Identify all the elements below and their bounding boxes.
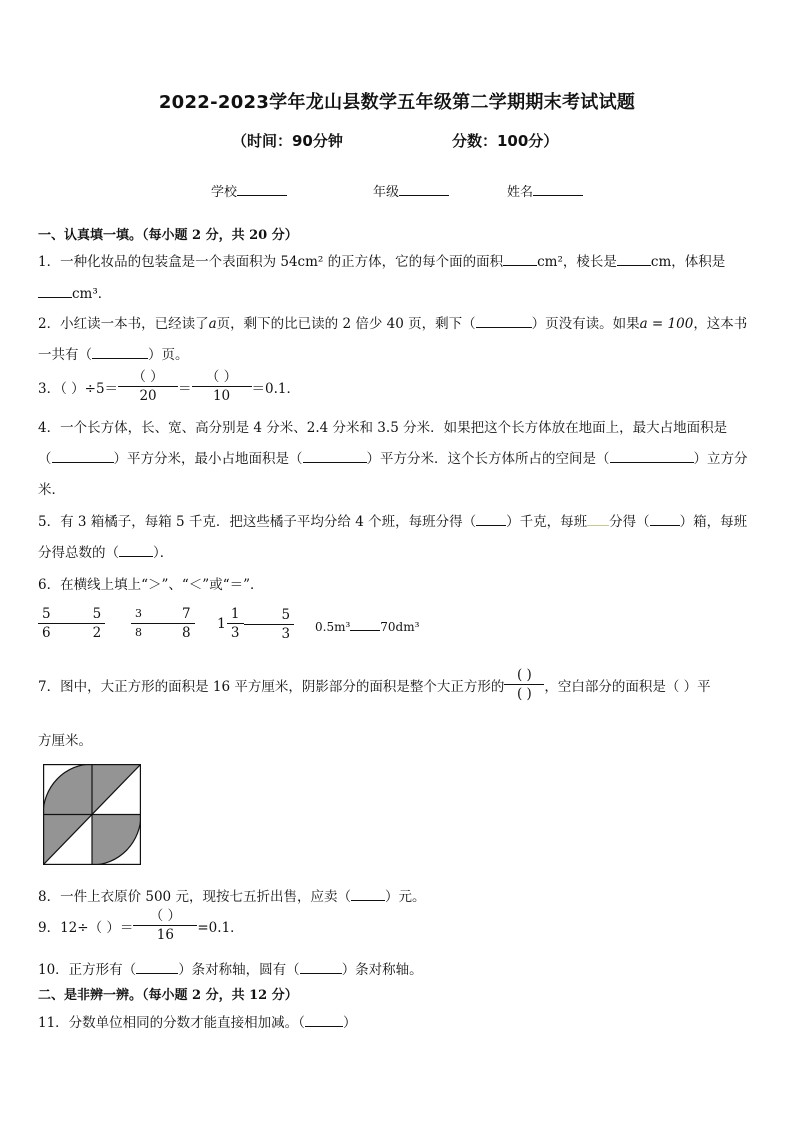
fraction: $\frac{5}{3}$ [278, 606, 295, 643]
comparison-row [38, 605, 478, 647]
compare-blank[interactable] [350, 618, 380, 631]
school-field[interactable] [211, 181, 287, 200]
question-10: 10．正方形有（ ）条对称轴，圆有（ ）条对称轴。 [38, 962, 423, 978]
fraction-numerator[interactable]: （ ） [192, 368, 252, 387]
answer-blank[interactable] [92, 346, 148, 359]
answer-blank[interactable] [351, 888, 385, 901]
time-label: （时间：90分钟 [232, 132, 343, 150]
answer-blank[interactable] [650, 513, 680, 526]
answer-blank[interactable] [303, 450, 367, 463]
grade-field[interactable] [373, 181, 449, 200]
question-1-cont: cm³． [38, 282, 111, 302]
school-label: 学校 [211, 185, 238, 200]
comparison-1 [38, 605, 105, 642]
square-diagram [43, 764, 141, 865]
name-label: 姓名 [507, 185, 534, 200]
answer-blank[interactable] [476, 513, 506, 526]
grade-label: 年级 [373, 185, 400, 200]
fraction: $\frac{( )}{16}$ [133, 907, 197, 944]
question-4: 4．一个长方体，长、宽、高分别是 4 分米、2.4 分米和 3.5 分米．如果把这个长方体放在地面上，最大占地面积是 [38, 420, 728, 436]
school-blank[interactable] [237, 183, 287, 196]
fraction [118, 368, 178, 405]
question-2-cont: 一共有（ ）页。 [38, 347, 189, 363]
comparison-2 [131, 605, 195, 642]
name-blank[interactable] [533, 183, 583, 196]
answer-blank[interactable] [617, 253, 651, 266]
answer-blank[interactable] [476, 315, 532, 328]
compare-blank[interactable] [55, 623, 89, 624]
fraction-denominator: 10 [212, 388, 231, 404]
answer-blank[interactable] [52, 450, 114, 463]
fraction-numerator[interactable]: （ ） [118, 368, 178, 387]
name-field[interactable] [507, 181, 583, 200]
fraction: $\frac{3}{8}$ [131, 605, 146, 642]
question-11: 11．分数单位相同的分数才能直接相加减。（ ） [38, 1015, 357, 1031]
diagram-lines [43, 764, 141, 865]
answer-blank[interactable] [300, 961, 342, 974]
fraction: $\frac{( )}{( )}$ [504, 666, 544, 703]
section-heading-1: 一、认真填一填。（每小题 2 分，共 20 分） [38, 228, 298, 243]
mixed-number: 1 $\frac{1}{3}$ [217, 605, 244, 642]
question-7: 7．图中，大正方形的面积是 16 平方厘米，阴影部分的面积是整个大正方形的 $\frac{( )}{( )}$ ，空白部分的面积是（ ）平 [38, 667, 711, 702]
section-heading-2: 二、是非辨一辨。（每小题 2 分，共 12 分） [38, 988, 298, 1003]
answer-blank[interactable] [503, 253, 537, 266]
answer-blank[interactable] [305, 1014, 343, 1027]
answer-blank[interactable] [136, 961, 178, 974]
question-4-cont2: 米． [38, 482, 65, 498]
question-7-cont: 方厘米。 [38, 733, 92, 749]
answer-blank[interactable] [38, 285, 72, 298]
exam-title: 2022-2023学年龙山县数学五年级第二学期期末考试试题 [158, 92, 636, 113]
fraction [192, 368, 252, 405]
answer-blank[interactable] [119, 544, 153, 557]
question-5-cont: 分得总数的（ ）． [38, 545, 174, 561]
question-2: 2．小红读一本书，已经读了a页，剩下的比已读的 2 倍少 40 页，剩下（ ）页没有读。如果a = 100，这本书 [38, 316, 748, 332]
answer-blank[interactable] [587, 513, 609, 526]
fraction: $\frac{7}{8}$ [178, 605, 195, 642]
compare-blank[interactable] [146, 623, 178, 624]
question-5: 5．有 3 箱橘子，每箱 5 千克．把这些橘子平均分给 4 个班，每班分得（ ）千克，每班 分得（ ）箱，每班 [38, 514, 748, 530]
question-9: 9．12÷（ ）＝ $\frac{( )}{16}$ =0.1． [38, 908, 244, 943]
fraction-denominator: 20 [139, 388, 157, 404]
fraction: $\frac{5}{2}$ [89, 605, 106, 642]
grade-blank[interactable] [399, 183, 449, 196]
question-4-cont: （ ）平方分米，最小占地面积是（ ）平方分米．这个长方体所占的空间是（ ）立方分 [38, 451, 748, 467]
fraction: $\frac{5}{6}$ [38, 605, 55, 642]
question-1: 1．一种化妆品的包装盒是一个表面积为 54cm² 的正方体，它的每个面的面积 cm²，棱长是 cm，体积是 [38, 254, 726, 270]
score-label: 分数：100分） [452, 132, 559, 150]
compare-blank[interactable] [244, 624, 278, 625]
answer-blank[interactable] [610, 450, 694, 463]
question-8: 8．一件上衣原价 500 元，现按七五折出售，应卖（ ）元。 [38, 889, 426, 905]
question-3: 3．（ ）÷5＝ $\frac{( )}{20}$ ＝ $\frac{( )}{10}$ ＝0.1． [38, 369, 301, 404]
question-6: 6．在横线上填上“＞”、“＜”或“＝”． [38, 577, 264, 593]
comparison-4: 0.5m³ 70dm³ [315, 620, 420, 634]
comparison-3 [217, 605, 294, 643]
